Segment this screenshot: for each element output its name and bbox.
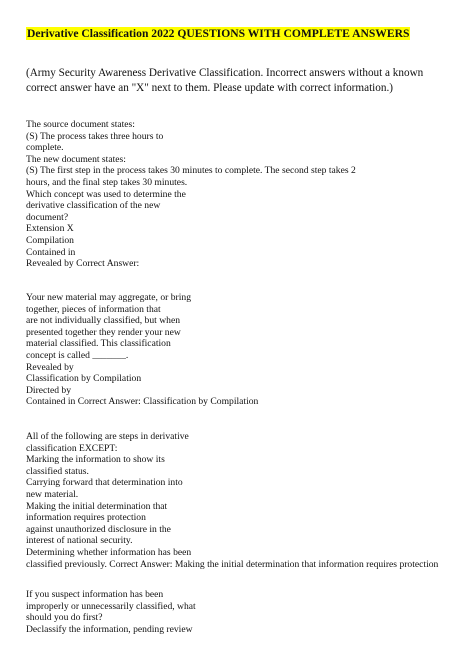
question-line: All of the following are steps in derivative — [26, 431, 189, 442]
question-line: The new document states: — [26, 153, 126, 165]
answer-option: Declassify the information, pending review — [26, 623, 193, 635]
answer-option: Classification by Compilation — [26, 373, 142, 385]
answer-option: Marking the information to show its — [26, 454, 165, 466]
question-block-2 — [26, 292, 258, 408]
question-line: If you suspect information has been — [26, 589, 164, 600]
answer-option: Contained in — [26, 246, 76, 258]
question-block-4 — [26, 589, 196, 635]
answer-option: new material. — [26, 488, 79, 500]
document-title — [26, 26, 410, 41]
question-line: are not individually classified, but when — [26, 315, 180, 327]
question-line: presented together they render your new — [26, 326, 181, 338]
question-line: document? — [26, 211, 69, 223]
answer-option: Compilation — [26, 234, 74, 246]
answer-option: Revealed by — [26, 361, 74, 373]
question-line: (S) The first step in the process takes 30 minutes to complete. The second step takes 2 — [26, 165, 356, 177]
answer-option: Revealed by Correct Answer: — [26, 258, 140, 270]
intro-note — [26, 66, 456, 96]
answer-option: Directed by — [26, 384, 72, 396]
question-line: Which concept was used to determine the — [26, 188, 186, 200]
answer-option: Determining whether information has been — [26, 546, 192, 558]
answer-option: classified previously. Correct Answer: Making the initial determination that information requires protection — [26, 558, 439, 570]
intro-line: correct answer have an "X" next to them. Please update with correct information.) — [26, 82, 393, 94]
answer-option: interest of national security. — [26, 535, 133, 547]
answer-option: against unauthorized disclosure in the — [26, 523, 171, 535]
answer-option: classified status. — [26, 465, 89, 477]
intro-line: (Army Security Awareness Derivative Classification. Incorrect answers without a known — [26, 67, 424, 79]
question-line: classification EXCEPT: — [26, 442, 118, 454]
question-block-3 — [26, 431, 438, 570]
question-block-1 — [26, 119, 356, 270]
question-line: hours, and the final step takes 30 minutes. — [26, 176, 188, 188]
title-highlight: Derivative Classification 2022 QUESTIONS WITH COMPLETE ANSWERS — [27, 27, 410, 40]
question-line: should you do first? — [26, 612, 103, 624]
question-line: (S) The process takes three hours to — [26, 130, 164, 142]
question-line: material classified. This classification — [26, 338, 171, 350]
answer-option: information requires protection — [26, 512, 146, 524]
answer-option: Extension X — [26, 223, 74, 235]
question-line: derivative classification of the new — [26, 200, 161, 212]
question-line: complete. — [26, 142, 64, 154]
question-line: together, pieces of information that — [26, 303, 161, 315]
question-line: The source document states: — [26, 119, 135, 130]
question-line: improperly or unnecessarily classified, what — [26, 600, 196, 612]
answer-option: Carrying forward that determination into — [26, 477, 183, 489]
answer-option: Making the initial determination that — [26, 500, 168, 512]
answer-option: Contained in Correct Answer: Classification by Compilation — [26, 396, 259, 408]
question-line: Your new material may aggregate, or bring — [26, 292, 191, 303]
question-line: concept is called _______. — [26, 349, 129, 361]
